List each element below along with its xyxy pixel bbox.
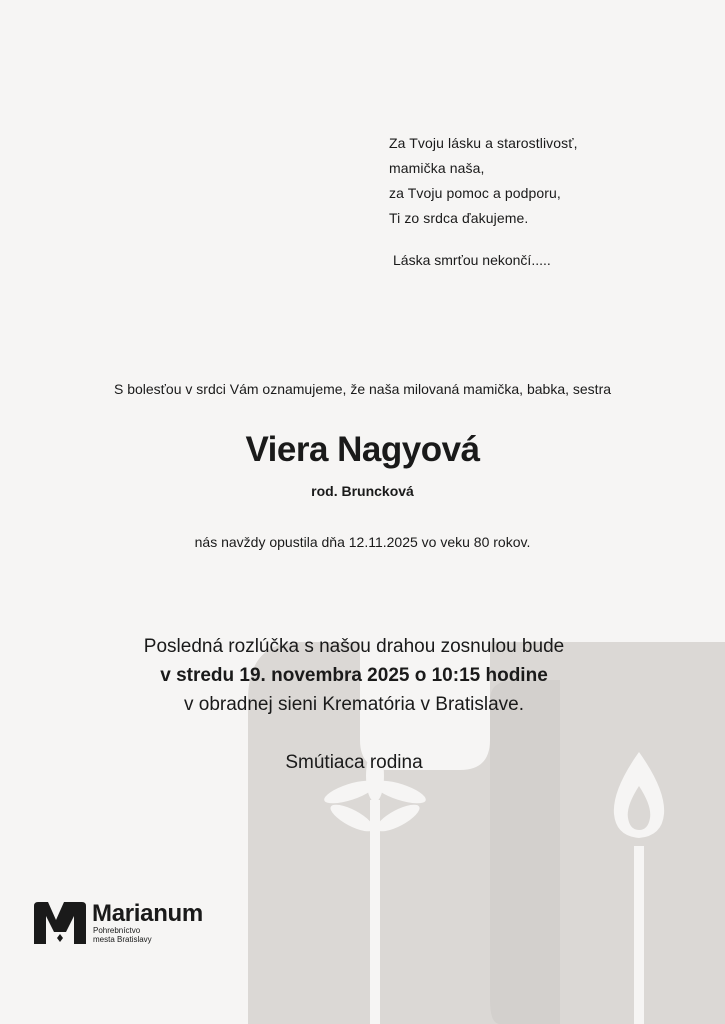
logo-subtitle-line: Pohrebníctvo	[93, 926, 141, 935]
logo-subtitle	[93, 926, 152, 944]
marianum-logo-icon	[34, 902, 86, 944]
poem-line: za Tvoju pomoc a podporu,	[389, 185, 561, 201]
logo-name: Marianum	[92, 900, 203, 927]
poem-line: mamička naša,	[389, 160, 485, 176]
ceremony-info	[0, 632, 708, 719]
poem-line: Za Tvoju lásku a starostlivosť,	[389, 135, 578, 151]
death-notice: nás navždy opustila dňa 12.11.2025 vo veku 80 rokov.	[194, 534, 531, 550]
maiden-name: rod. Bruncková	[311, 483, 414, 499]
announcement-intro: S bolesťou v srdci Vám oznamujeme, že naša milovaná mamička, babka, sestra	[113, 381, 612, 397]
poem-line: Ti zo srdca ďakujeme.	[389, 210, 529, 226]
ceremony-line: Posledná rozlúčka s našou drahou zosnulou bude	[143, 636, 565, 657]
marianum-logo	[34, 900, 224, 950]
poem-motto: Láska smrťou nekončí.....	[393, 252, 551, 268]
poem	[389, 131, 578, 231]
deceased-name: Viera Nagyová	[245, 430, 480, 469]
ceremony-date: v stredu 19. novembra 2025 o 10:15 hodine	[160, 665, 548, 686]
ceremony-place: v obradnej sieni Krematória v Bratislave.	[183, 694, 525, 715]
signature: Smútiaca rodina	[285, 752, 423, 773]
logo-subtitle-line: mesta Bratislavy	[93, 935, 152, 944]
